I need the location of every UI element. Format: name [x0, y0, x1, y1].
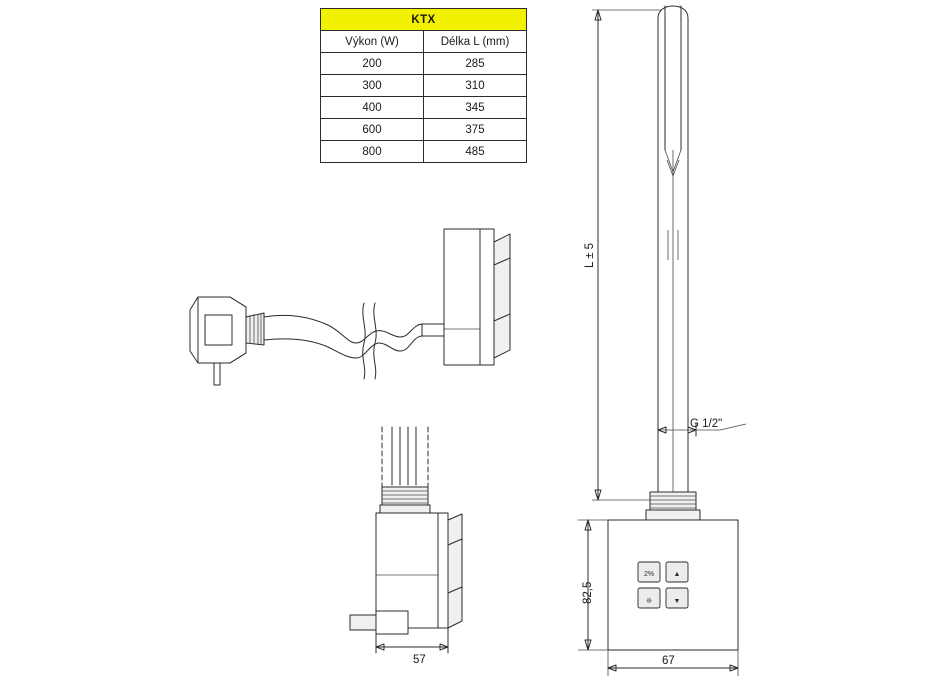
control-housing [444, 229, 510, 365]
table-row [321, 53, 527, 75]
dimension-label-width: 67 [662, 655, 675, 667]
table-title: KTX [321, 9, 527, 31]
control-unit-front-view [608, 520, 738, 650]
plug-cable-assembly-view [160, 225, 560, 400]
table-row [321, 75, 527, 97]
threaded-collar [380, 487, 430, 513]
dimension-label-length: L ± 5 [584, 242, 596, 268]
heating-element-rod [658, 6, 688, 492]
ktx-spec-table [320, 8, 527, 163]
cell-length: 285 [424, 53, 527, 75]
up-arrow-key-glyph: ▲ [673, 571, 681, 578]
dimension-label-height: 82,5 [582, 581, 594, 604]
table-title-row [321, 9, 527, 31]
percent-key-glyph: 2% [643, 571, 655, 578]
hidden-lines [382, 427, 428, 487]
heater-front-view [570, 0, 870, 686]
table-row [321, 141, 527, 163]
column-header-length: Délka L (mm) [424, 31, 527, 53]
cell-length: 345 [424, 97, 527, 119]
column-header-power: Výkon (W) [321, 31, 424, 53]
cell-power: 300 [321, 75, 424, 97]
cell-power: 400 [321, 97, 424, 119]
down-arrow-key-glyph: ▼ [673, 598, 681, 605]
cell-length: 485 [424, 141, 527, 163]
table-header-row [321, 31, 527, 53]
break-symbol [363, 303, 376, 379]
cell-power: 200 [321, 53, 424, 75]
dimension-label-thread: G 1/2" [690, 418, 723, 430]
table-row [321, 119, 527, 141]
cell-length: 375 [424, 119, 527, 141]
table-row [321, 97, 527, 119]
dimension-label-57: 57 [413, 654, 426, 666]
schuko-plug [190, 297, 264, 385]
cell-power: 800 [321, 141, 424, 163]
cell-length: 310 [424, 75, 527, 97]
power-cable [264, 315, 444, 358]
snowflake-key-glyph: ❊ [646, 598, 652, 605]
cable-outlet-stub [350, 611, 408, 634]
cell-power: 600 [321, 119, 424, 141]
control-unit-side-view [330, 425, 520, 660]
